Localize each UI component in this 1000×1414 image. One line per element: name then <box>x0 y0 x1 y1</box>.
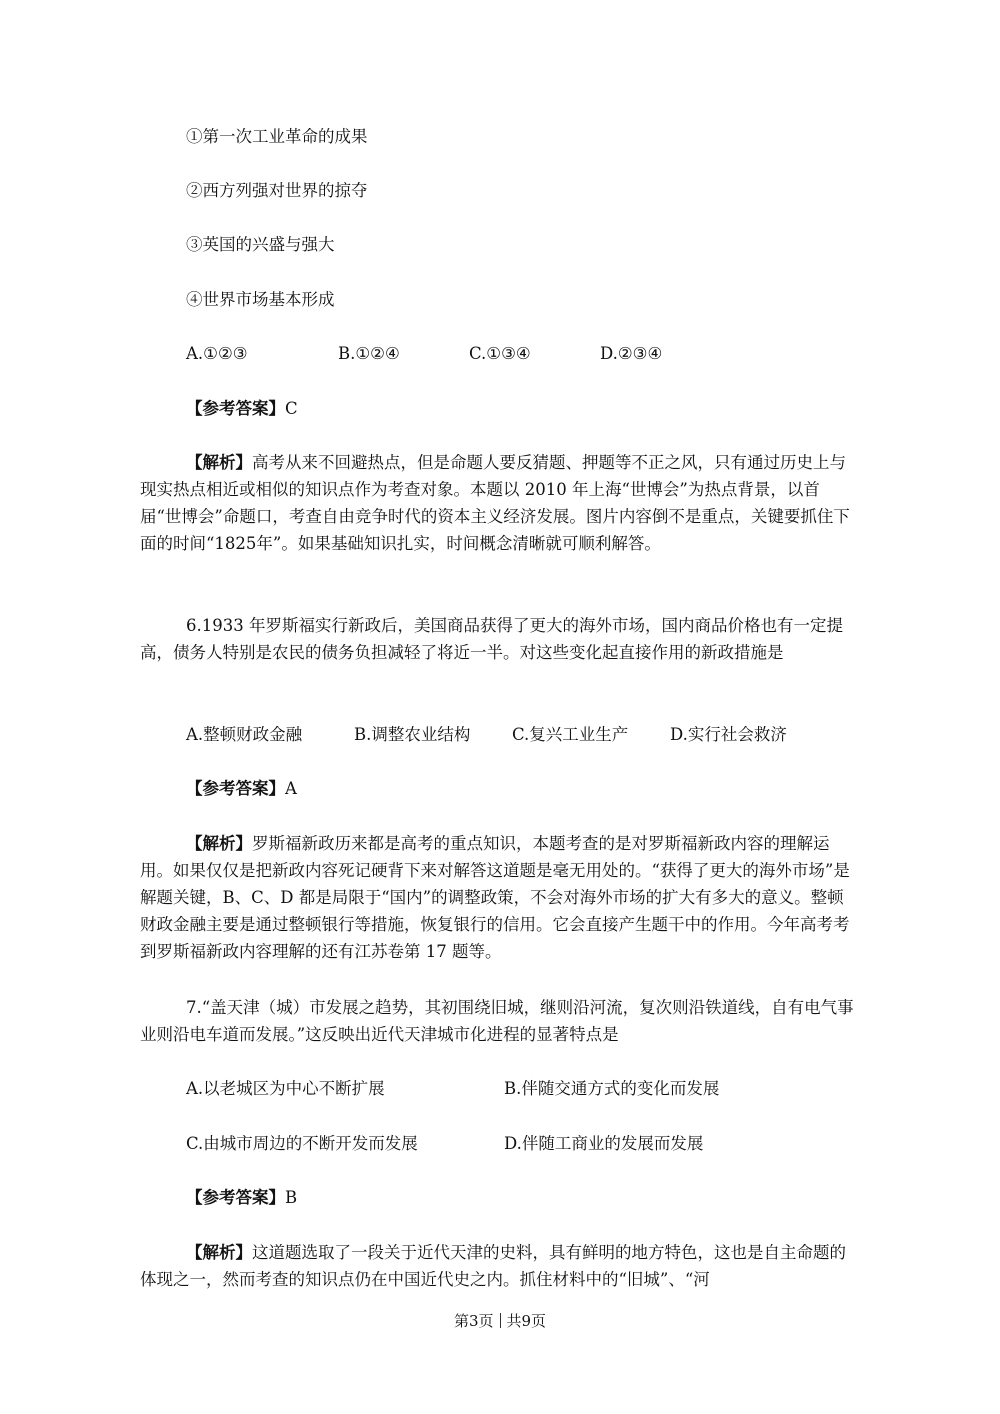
answer-value: A <box>285 779 297 798</box>
explain-text: 这道题选取了一段关于近代天津的史料，具有鲜明的地方特色，这也是自主命题的体现之一，然而考查的知识点仍在中国近代史之内。抓住材料中的“旧城”、“河 <box>140 1243 846 1289</box>
q6-explain <box>140 830 860 965</box>
footer-divider <box>500 1313 501 1328</box>
explain-text: 高考从来不回避热点，但是命题人要反猜题、押题等不正之风，只有通过历史上与现实热点相近或相似的知识点作为考查对象。本题以 2010 年上海“世博会”为热点背景，以首届“世博会”命题口，考查自由竞争时代的资本主义经济发展。图片内容倒不是重点，关键要抓住下面的时间“1825年”。如果基础知识扎实，时间概念清晰就可顺利解答。 <box>140 453 850 553</box>
q7-explain <box>140 1239 860 1293</box>
q7-options-row-2 <box>186 1130 860 1157</box>
option-c: C.①③④ <box>469 344 531 363</box>
option-a: A.①②③ <box>186 344 248 363</box>
option-b: B.①②④ <box>338 344 400 363</box>
prev-options <box>186 340 860 367</box>
question-6: 6.1933 年罗斯福实行新政后，美国商品获得了更大的海外市场，国内商品价格也有一定提高，债务人特别是农民的债务负担减轻了将近一半。对这些变化起直接作用的新政措施是 <box>140 616 843 662</box>
q7-answer <box>186 1184 860 1211</box>
option-d: D.②③④ <box>600 344 663 363</box>
q6-answer <box>186 775 860 802</box>
item-3: ③英国的兴盛与强大 <box>186 235 335 254</box>
option-d: D.实行社会救济 <box>670 725 787 744</box>
answer-label: 【参考答案】 <box>186 399 285 418</box>
question-7: 7.“盖天津（城）市发展之趋势，其初围绕旧城，继则沿河流，复次则沿铁道线，自有电气事业则沿电车道而发展。”这反映出近代天津城市化进程的显著特点是 <box>140 998 854 1044</box>
answer-label: 【参考答案】 <box>186 1188 285 1207</box>
page-number: 第3页 <box>453 1312 494 1330</box>
item-1: ①第一次工业革命的成果 <box>186 127 368 146</box>
page-total: 共9页 <box>506 1312 547 1330</box>
prev-answer <box>186 395 860 422</box>
option-b: B.伴随交通方式的变化而发展 <box>504 1079 720 1098</box>
option-c: C.复兴工业生产 <box>512 725 629 744</box>
option-a: A.以老城区为中心不断扩展 <box>186 1079 385 1098</box>
explain-text: 罗斯福新政历来都是高考的重点知识，本题考查的是对罗斯福新政内容的理解运用。如果仅仅是把新政内容死记硬背下来对解答这道题是毫无用处的。“获得了更大的海外市场”是解题关键，B、C、D 都是局限于“国内”的调整政策，不会对海外市场的扩大有多大的意义。整顿财政金融主要是通过整顿银行等措施，恢复银行的信用。它会直接产生题干中的作用。今年高考考到罗斯福新政内容理解的还有江苏卷第 17 题等。 <box>140 834 850 961</box>
q7-options-row-1 <box>186 1075 860 1102</box>
page-footer <box>0 1311 1000 1331</box>
item-4: ④世界市场基本形成 <box>186 290 335 309</box>
item-2: ②西方列强对世界的掠夺 <box>186 181 368 200</box>
option-d: D.伴随工商业的发展而发展 <box>504 1134 704 1153</box>
answer-value: C <box>285 399 298 418</box>
option-c: C.由城市周边的不断开发而发展 <box>186 1134 418 1153</box>
explain-label: 【解析】 <box>186 1243 252 1262</box>
answer-label: 【参考答案】 <box>186 779 285 798</box>
explain-label: 【解析】 <box>186 453 252 472</box>
prev-explain <box>140 449 860 557</box>
answer-value: B <box>285 1188 298 1207</box>
q6-options <box>186 721 860 748</box>
option-a: A.整顿财政金融 <box>186 725 303 744</box>
option-b: B.调整农业结构 <box>354 725 471 744</box>
explain-label: 【解析】 <box>186 834 252 853</box>
